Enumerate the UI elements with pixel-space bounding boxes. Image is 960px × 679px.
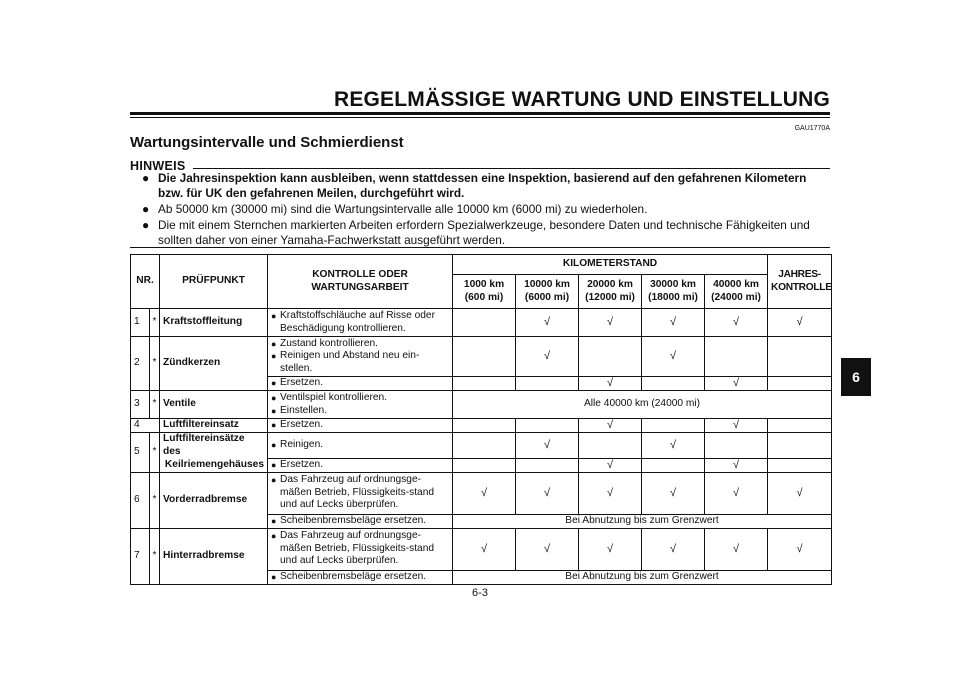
header-interval: 30000 km (18000 mi) <box>642 275 705 309</box>
page-header-title: REGELMÄSSIGE WARTUNG UND EINSTELLUNG <box>333 88 830 111</box>
hinweis-rule <box>193 168 830 169</box>
header-item: PRÜFPUNKT <box>160 255 268 309</box>
note-item: ● Die Jahresinspektion kann ausbleiben, wenn stattdessen eine Inspektion, basierend auf den gefahrenen Kilometern bzw. für UK den gefahrenen Meilen, durchgeführt wird. <box>142 171 807 200</box>
check-mark: √ <box>516 433 579 459</box>
table-row: 3 * Ventile ● Ventilspiel kontrollieren. ● Einstellen. Alle 40000 km (24000 mi) <box>131 391 832 419</box>
bullet-icon: ● <box>271 351 277 362</box>
table-row: 2 * Zündkerzen ● Zustand kontrollieren. ● Reinigen und Abstand neu ein-stellen. √ √ <box>131 337 832 377</box>
header-check: KONTROLLE ODER WARTUNGSARBEIT <box>268 255 453 309</box>
header-rule-thick <box>130 112 830 115</box>
header-interval: 10000 km (6000 mi) <box>516 275 579 309</box>
check-mark: √ <box>579 458 642 472</box>
bullet-icon: ● <box>271 420 277 431</box>
bullet-icon: ● <box>271 531 277 542</box>
table-row: 6 * Vorderradbremse ● Das Fahrzeug auf ordnungsge-mäßen Betrieb, Flüssigkeits-stand und auf Lecks überprüfen. √ √ √ √ √ √ <box>131 472 832 514</box>
maintenance-table <box>130 254 832 585</box>
check-mark: √ <box>453 472 516 514</box>
bullet-icon: ● <box>142 218 150 232</box>
check-mark: √ <box>516 528 579 570</box>
header-km: KILOMETERSTAND <box>453 255 768 275</box>
check-mark: √ <box>768 309 832 337</box>
header-interval: 20000 km (12000 mi) <box>579 275 642 309</box>
check-mark: √ <box>705 458 768 472</box>
note-item: ● Ab 50000 km (30000 mi) sind die Wartungsintervalle alle 10000 km (6000 mi) zu wiederholen. <box>142 202 648 216</box>
bullet-icon: ● <box>271 515 277 526</box>
chapter-tab: 6 <box>841 358 871 396</box>
bullet-icon: ● <box>271 393 277 403</box>
bullet-icon: ● <box>271 459 277 470</box>
check-mark: √ <box>705 472 768 514</box>
header-rule-thin <box>130 117 830 118</box>
page-number: 6-3 <box>472 587 488 599</box>
document-code: GAU1770A <box>794 125 830 132</box>
bullet-icon: ● <box>271 311 277 321</box>
check-mark: √ <box>705 419 768 433</box>
check-mark: √ <box>768 528 832 570</box>
table-row: 1 * Kraftstoffleitung ● Kraftstoffschläuche auf Risse oder Beschädigung kontrollieren. √ √ √ √ √ <box>131 309 832 337</box>
check-mark: √ <box>705 309 768 337</box>
notes-rule <box>130 247 830 248</box>
bullet-icon: ● <box>271 440 277 450</box>
note-item: ● Die mit einem Sternchen markierten Arbeiten erfordern Spezialwerkzeuge, besondere Daten und technische Fähigkeiten und sollten daher von einer Yamaha-Fachwerkstatt ausgeführt werden. <box>142 218 810 247</box>
check-mark: √ <box>453 528 516 570</box>
check-mark: √ <box>516 472 579 514</box>
table-row: Keilriemengehäuses ● Ersetzen. √ √ <box>131 458 832 472</box>
header-nr: NR. <box>131 255 160 309</box>
check-mark: √ <box>579 377 642 391</box>
check-mark: √ <box>579 472 642 514</box>
hinweis-notes <box>142 171 834 249</box>
bullet-icon: ● <box>271 571 277 582</box>
bullet-icon: ● <box>271 405 277 416</box>
header-interval: 1000 km (600 mi) <box>453 275 516 309</box>
check-mark: √ <box>579 309 642 337</box>
check-mark: √ <box>642 337 705 377</box>
check-mark: √ <box>642 309 705 337</box>
check-mark: √ <box>705 528 768 570</box>
table-row: 7 * Hinterradbremse ● Das Fahrzeug auf ordnungsge-mäßen Betrieb, Flüssigkeits-stand und auf Lecks überprüfen. √ √ √ √ √ √ <box>131 528 832 570</box>
bullet-icon: ● <box>142 202 150 216</box>
table-row: 4 Luftfiltereinsatz ● Ersetzen. √ √ <box>131 419 832 433</box>
table-row: ● Scheibenbremsbeläge ersetzen. Bei Abnutzung bis zum Grenzwert <box>131 514 832 528</box>
bullet-icon: ● <box>271 338 277 349</box>
check-mark: √ <box>516 309 579 337</box>
check-mark: √ <box>642 433 705 459</box>
table-row: ● Ersetzen. √ √ <box>131 377 832 391</box>
bullet-icon: ● <box>271 378 277 389</box>
header-annual: JAHRES-KONTROLLE <box>768 255 832 309</box>
hinweis-label: HINWEIS <box>130 159 186 173</box>
check-mark: √ <box>642 528 705 570</box>
check-mark: √ <box>705 377 768 391</box>
check-mark: √ <box>642 472 705 514</box>
check-mark: √ <box>579 419 642 433</box>
table-row: ● Scheibenbremsbeläge ersetzen. Bei Abnutzung bis zum Grenzwert <box>131 570 832 584</box>
check-mark: √ <box>579 528 642 570</box>
section-title: Wartungsintervalle und Schmierdienst <box>130 134 404 151</box>
check-mark: √ <box>768 472 832 514</box>
bullet-icon: ● <box>142 171 150 185</box>
bullet-icon: ● <box>271 475 277 486</box>
check-mark: √ <box>516 337 579 377</box>
table-row: 5 * Luftfiltereinsätze des ● Reinigen. √ √ <box>131 433 832 459</box>
header-interval: 40000 km (24000 mi) <box>705 275 768 309</box>
